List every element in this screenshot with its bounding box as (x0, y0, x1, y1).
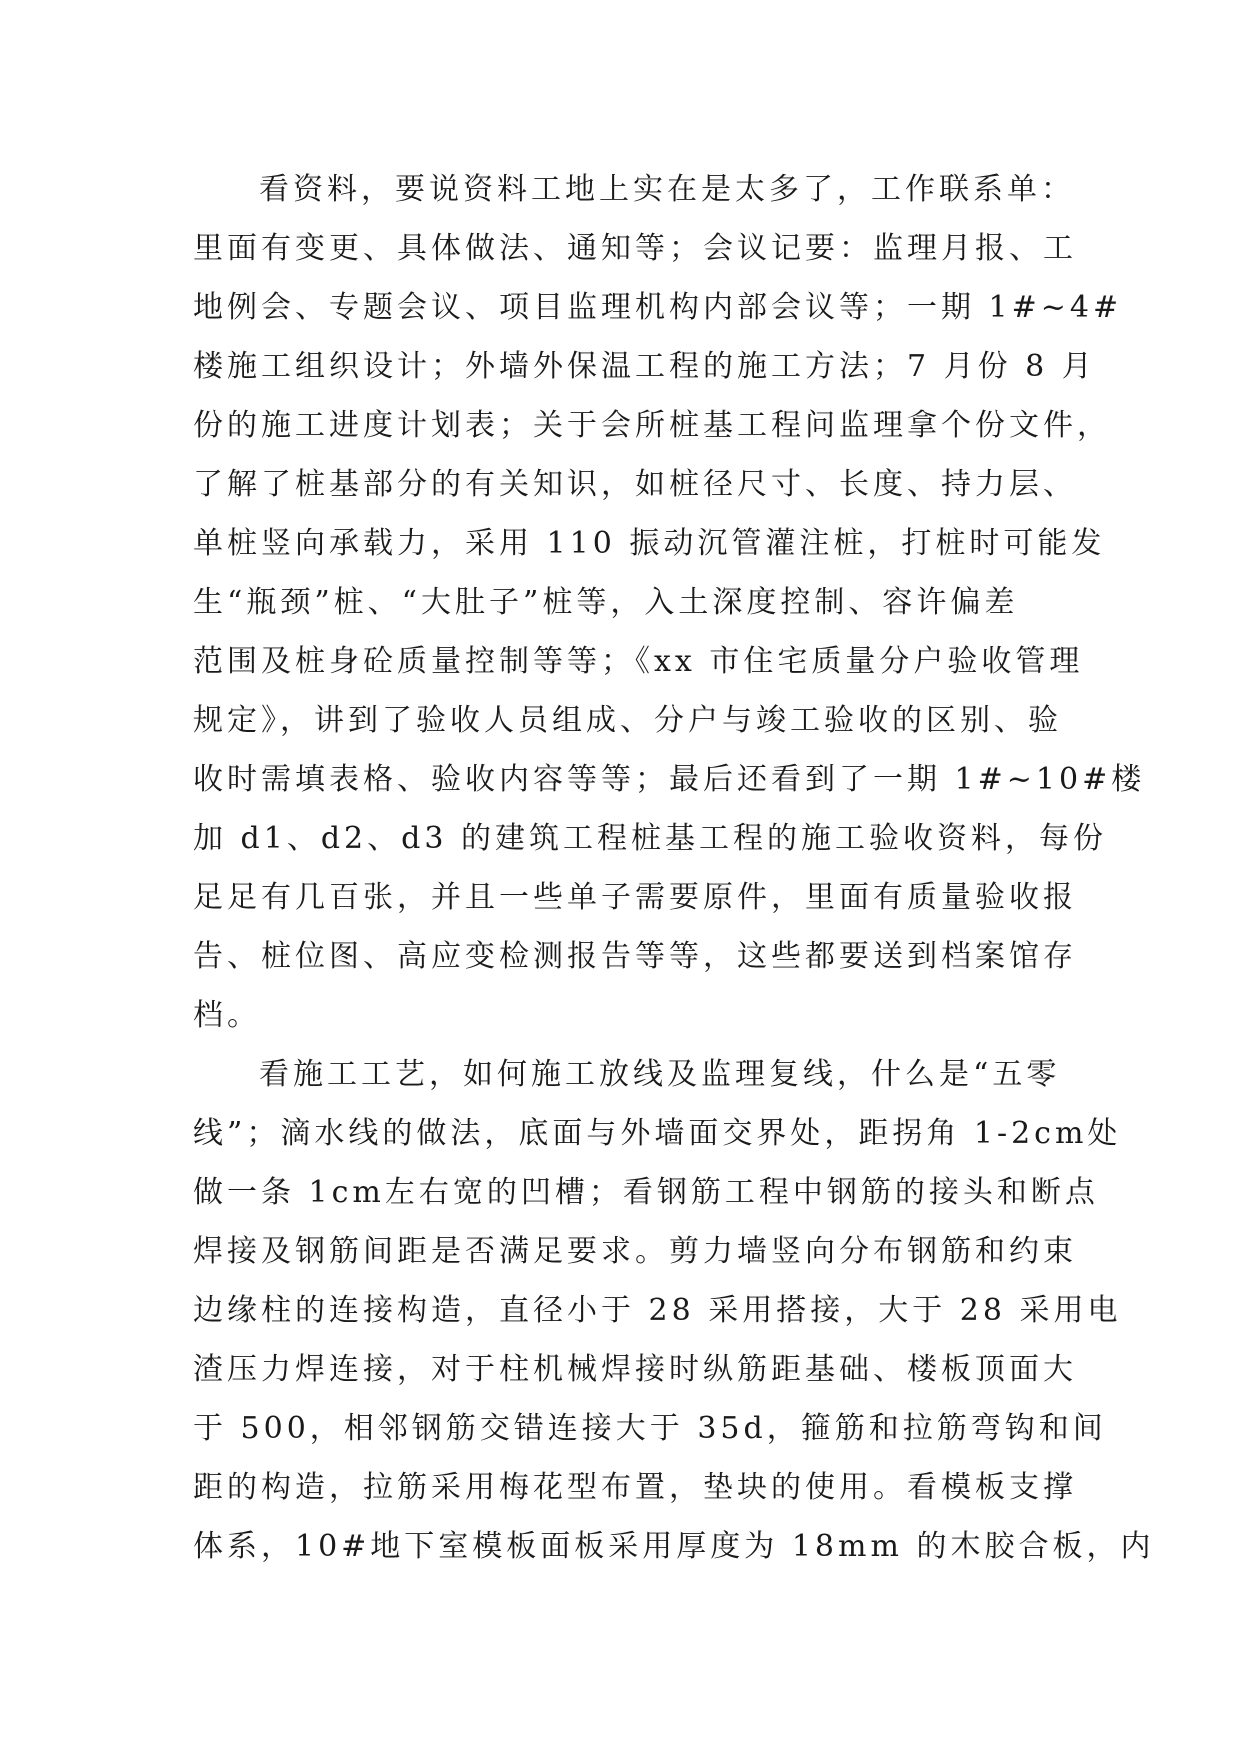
text-line: 里面有变更、具体做法、通知等；会议记要：监理月报、工 (193, 231, 1077, 266)
text-line: 楼施工组织设计；外墙外保温工程的施工方法；7 月份 8 月 (193, 349, 1096, 384)
document-body (193, 160, 1155, 1576)
text-line: 份的施工进度计划表；关于会所桩基工程问监理拿个份文件， (193, 408, 1111, 443)
text-line: 了解了桩基部分的有关知识，如桩径尺寸、长度、持力层、 (193, 467, 1077, 502)
text-line: 规定》，讲到了验收人员组成、分户与竣工验收的区别、验 (193, 703, 1062, 738)
text-line: 边缘柱的连接构造，直径小于 28 采用搭接，大于 28 采用电 (193, 1293, 1122, 1328)
text-line: 线”；滴水线的做法，底面与外墙面交界处，距拐角 1-2cm处 (193, 1116, 1122, 1151)
text-line: 地例会、专题会议、项目监理机构内部会议等；一期 1#~4# (193, 290, 1123, 325)
paragraph-construction-process (193, 1045, 1155, 1576)
text-line: 生“瓶颈”桩、“大肚子”桩等，入土深度控制、容许偏差 (193, 585, 1019, 620)
text-line: 加 d1、d2、d3 的建筑工程桩基工程的施工验收资料，每份 (193, 821, 1107, 856)
text-line: 看施工工艺，如何施工放线及监理复线，什么是“五零 (259, 1057, 1061, 1092)
text-line: 体系，10#地下室模板面板采用厚度为 18mm 的木胶合板，内 (193, 1529, 1155, 1564)
text-line: 渣压力焊连接，对于柱机械焊接时纵筋距基础、楼板顶面大 (193, 1352, 1077, 1387)
text-line: 看资料，要说资料工地上实在是太多了，工作联系单： (259, 172, 1075, 207)
text-line: 足足有几百张，并且一些单子需要原件，里面有质量验收报 (193, 880, 1077, 915)
text-line: 距的构造，拉筋采用梅花型布置，垫块的使用。看模板支撑 (193, 1470, 1077, 1505)
paragraph-documents-review (193, 160, 1146, 1045)
text-line: 范围及桩身砼质量控制等等；《xx 市住宅质量分户验收管理 (193, 644, 1084, 679)
text-line: 告、桩位图、高应变检测报告等等，这些都要送到档案馆存 (193, 939, 1077, 974)
text-line: 档。 (193, 998, 261, 1033)
text-line: 焊接及钢筋间距是否满足要求。剪力墙竖向分布钢筋和约束 (193, 1234, 1077, 1269)
text-line: 于 500，相邻钢筋交错连接大于 35d，箍筋和拉筋弯钩和间 (193, 1411, 1107, 1446)
text-line: 收时需填表格、验收内容等等；最后还看到了一期 1#~10#楼 (193, 762, 1146, 797)
text-line: 做一条 1cm左右宽的凹槽；看钢筋工程中钢筋的接头和断点 (193, 1175, 1099, 1210)
text-line: 单桩竖向承载力，采用 110 振动沉管灌注桩，打桩时可能发 (193, 526, 1106, 561)
